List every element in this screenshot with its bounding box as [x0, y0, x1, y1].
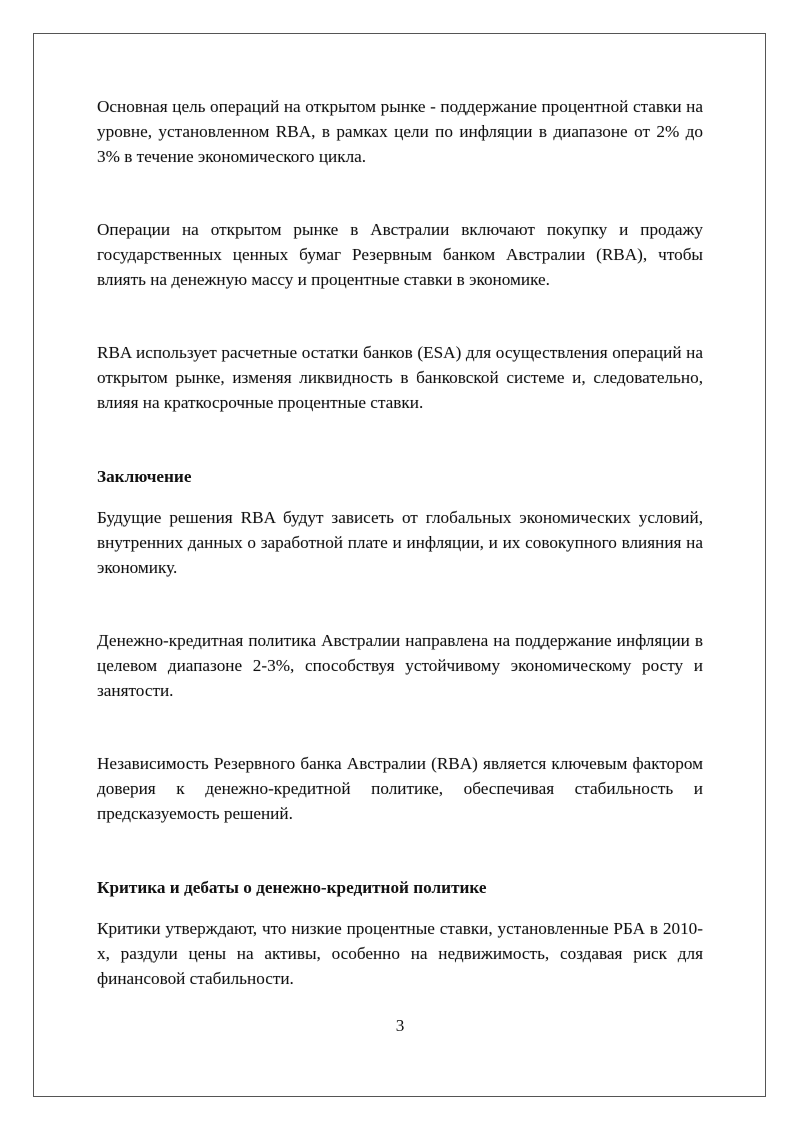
paragraph-esa: RBA использует расчетные остатки банков (ESA) для осуществления операций на открытом рынке, изменяя ликвидность в банковской системе и, следовательно, влияя на краткосрочные процентные ставки. — [97, 343, 703, 412]
paragraph-criticism: Критики утверждают, что низкие процентные ставки, установленные РБА в 2010-х, раздули цены на активы, особенно на недвижимость, создавая риск для финансовой стабильности. — [97, 919, 703, 988]
paragraph-monetary-policy-target: Денежно-кредитная политика Австралии направлена на поддержание инфляции в целевом диапазоне 2-3%, способствуя устойчивому экономическому росту и занятости. — [97, 631, 703, 700]
paragraph-rba-independence: Независимость Резервного банка Австралии (RBA) является ключевым фактором доверия к денежно-кредитной политике, обеспечивая стабильность и предсказуемость решений. — [97, 754, 703, 823]
paragraph-open-market-operations: Операции на открытом рынке в Австралии включают покупку и продажу государственных ценных бумаг Резервным банком Австралии (RBA), чтобы влиять на денежную массу и процентные ставки в экономике. — [97, 220, 703, 289]
document-body — [97, 94, 703, 991]
page-number: 3 — [395, 1016, 405, 1035]
paragraph-open-market-goal: Основная цель операций на открытом рынке - поддержание процентной ставки на уровне, установленном RBA, в рамках цели по инфляции в диапазоне от 2% до 3% в течение экономического цикла. — [97, 97, 703, 166]
paragraph-future-decisions: Будущие решения RBA будут зависеть от глобальных экономических условий, внутренних данных о заработной плате и инфляции, и их совокупного влияния на экономику. — [97, 508, 703, 577]
heading-criticism: Критика и дебаты о денежно-кредитной политике — [97, 878, 487, 897]
heading-conclusion: Заключение — [97, 467, 192, 486]
